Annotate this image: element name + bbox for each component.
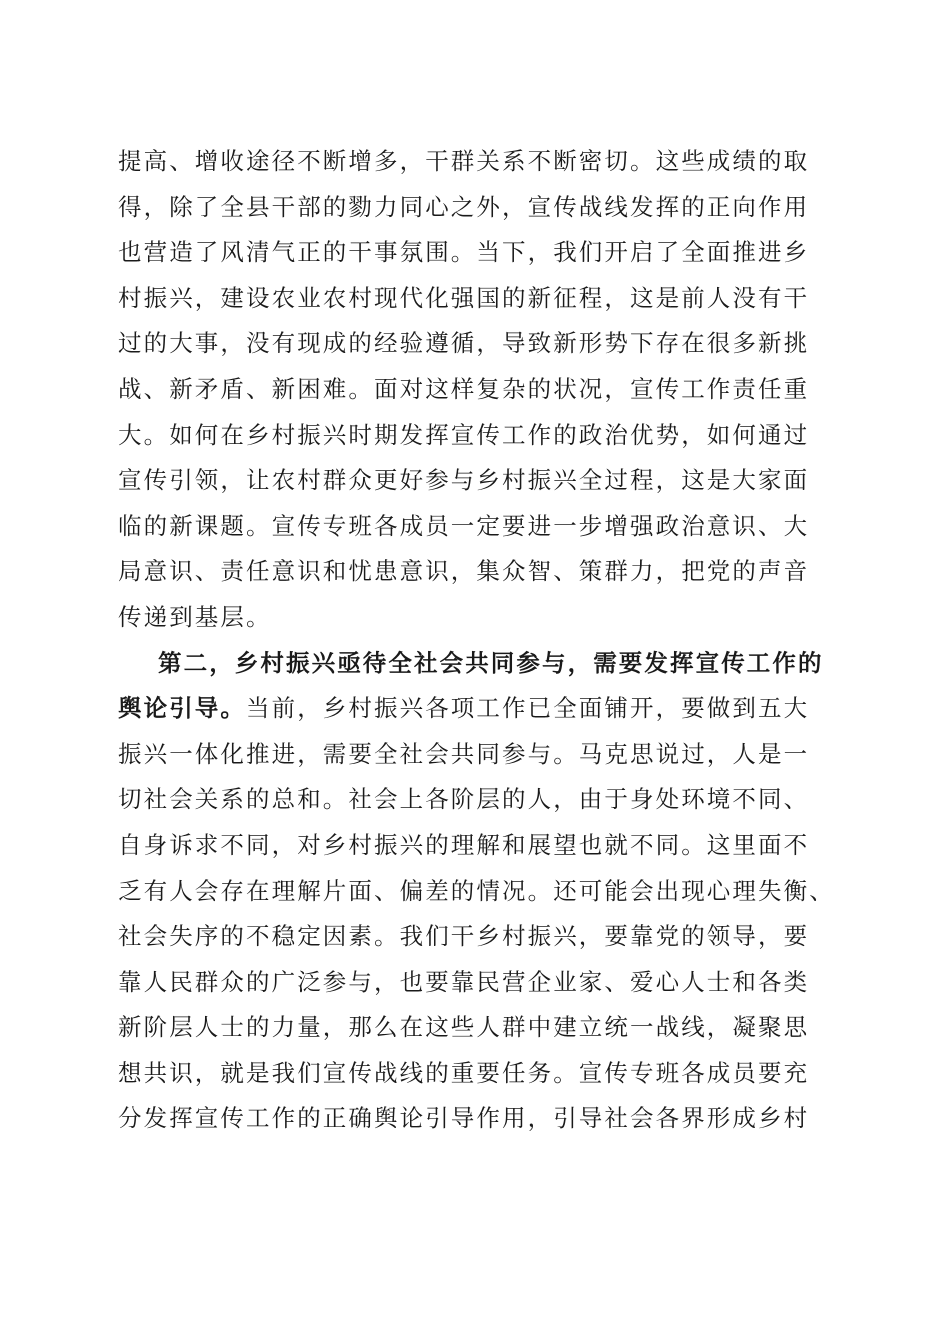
text-line bbox=[118, 504, 838, 550]
body-text: 分发挥宣传工作的正确舆论引导作用，引导社会各界形成乡村 bbox=[118, 1104, 810, 1133]
bold-heading-text: 第二，乡村振兴亟待全社会共同参与，需要发挥宣传工作的 bbox=[158, 648, 824, 677]
body-text: 临的新课题。宣传专班各成员一定要进一步增强政治意识、大 bbox=[118, 511, 810, 540]
text-line bbox=[118, 914, 838, 960]
text-line bbox=[118, 1005, 838, 1051]
text-line bbox=[118, 458, 838, 504]
body-text: 乏有人会存在理解片面、偏差的情况。还可能会出现心理失衡、 bbox=[118, 876, 835, 905]
text-line bbox=[118, 367, 838, 413]
body-text: 村振兴，建设农业农村现代化强国的新征程，这是前人没有干 bbox=[118, 283, 810, 312]
body-text: 新阶层人士的力量，那么在这些人群中建立统一战线，凝聚思 bbox=[118, 1013, 810, 1042]
text-line bbox=[118, 1096, 838, 1142]
text-line bbox=[118, 960, 838, 1006]
text-line bbox=[118, 321, 838, 367]
body-text: 传递到基层。 bbox=[118, 602, 272, 631]
text-line bbox=[118, 549, 838, 595]
text-line bbox=[118, 276, 838, 322]
body-text: 战、新矛盾、新困难。面对这样复杂的状况，宣传工作责任重 bbox=[118, 374, 810, 403]
body-text: 过的大事，没有现成的经验遵循，导致新形势下存在很多新挑 bbox=[118, 329, 810, 358]
body-text: 宣传引领，让农村群众更好参与乡村振兴全过程，这是大家面 bbox=[118, 466, 810, 495]
body-text: 振兴一体化推进，需要全社会共同参与。马克思说过，人是一 bbox=[118, 739, 810, 768]
text-line bbox=[118, 413, 838, 459]
body-text: 切社会关系的总和。社会上各阶层的人，由于身处环境不同、 bbox=[118, 785, 810, 814]
body-text: 局意识、责任意识和忧患意识，集众智、策群力，把党的声音 bbox=[118, 557, 810, 586]
text-line bbox=[118, 139, 838, 185]
text-line bbox=[118, 230, 838, 276]
body-text: 想共识，就是我们宣传战线的重要任务。宣传专班各成员要充 bbox=[118, 1058, 810, 1087]
document-body bbox=[118, 139, 838, 1142]
body-text: 靠人民群众的广泛参与，也要靠民营企业家、爱心人士和各类 bbox=[118, 967, 810, 996]
text-line bbox=[118, 869, 838, 915]
text-line bbox=[118, 823, 838, 869]
text-line bbox=[118, 732, 838, 778]
text-line bbox=[118, 595, 838, 641]
body-text: 自身诉求不同，对乡村振兴的理解和展望也就不同。这里面不 bbox=[118, 830, 810, 859]
body-text: 也营造了风清气正的干事氛围。当下，我们开启了全面推进乡 bbox=[118, 238, 810, 267]
text-line bbox=[118, 686, 838, 732]
bold-heading-text: 舆论引导。 bbox=[118, 694, 246, 723]
body-text: 提高、增收途径不断增多，干群关系不断密切。这些成绩的取 bbox=[118, 147, 810, 175]
text-line bbox=[118, 641, 838, 687]
body-text: 得，除了全县干部的勠力同心之外，宣传战线发挥的正向作用 bbox=[118, 192, 810, 221]
text-line bbox=[118, 777, 838, 823]
body-text: 当前，乡村振兴各项工作已全面铺开，要做到五大 bbox=[246, 694, 810, 723]
body-text: 大。如何在乡村振兴时期发挥宣传工作的政治优势，如何通过 bbox=[118, 420, 810, 449]
text-line bbox=[118, 1051, 838, 1097]
text-line bbox=[118, 185, 838, 231]
body-text: 社会失序的不稳定因素。我们干乡村振兴，要靠党的领导，要 bbox=[118, 922, 810, 951]
